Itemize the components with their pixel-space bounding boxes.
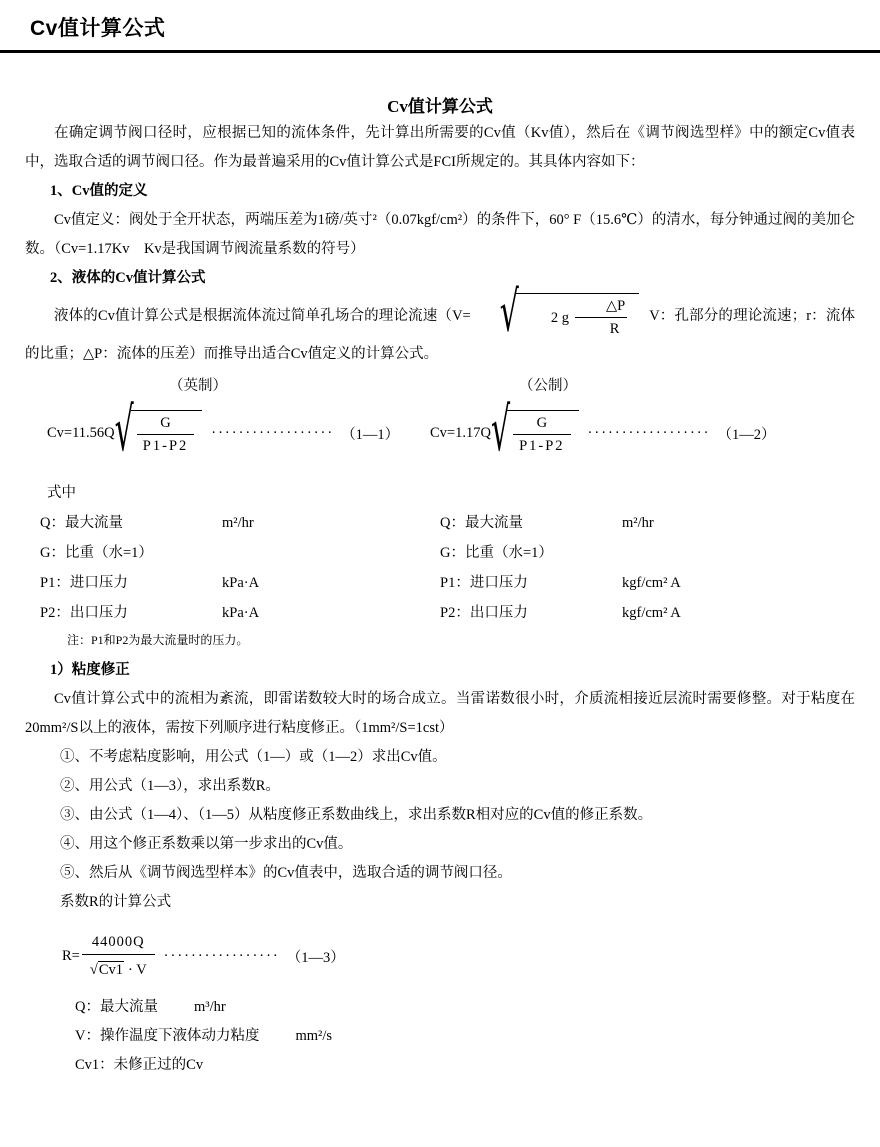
step-item: ④、用这个修正系数乘以第一步求出的Cv值。 (60, 836, 353, 852)
param-unit: kgf/cm² A (622, 575, 681, 591)
param-unit: kPa·A (222, 605, 260, 621)
definition-label: Cv1：未修正过的Cv (75, 1057, 204, 1073)
formula-1-1-number: （1—1） (341, 426, 400, 443)
formula-1-2-number: （1—2） (717, 426, 776, 443)
param-unit: m²/hr (222, 515, 254, 531)
formula-1-3-lhs: R= (62, 947, 80, 964)
velocity-formula (471, 280, 639, 346)
formula-1-3 (25, 927, 855, 985)
formula-1-3-numerator: 44000Q (91, 933, 145, 950)
param-unit: m²/hr (622, 515, 654, 531)
velocity-coefficient: 2 g (550, 309, 569, 326)
formula-1-1-lhs: Cv=11.56Q (47, 424, 115, 441)
section1-paragraph: Cv值定义：阀处于全开状态，两端压差为1磅/英寸²（0.07kgf/cm²）的条件下，60° F（15.6℃）的清水，每分钟通过阀的美加仑数。（Cv=1.17Kv Kv是我国调节阀流量系数的符号） (25, 212, 855, 257)
formula-1-3-sqrt-arg: Cv1 (98, 961, 123, 978)
viscosity-heading: 1）粘度修正 (50, 662, 130, 678)
param-label: G：比重（水=1） (440, 545, 553, 561)
param-label: P2：出口压力 (40, 605, 128, 621)
table-note: 注：P1和P2为最大流量时的压力。 (67, 633, 249, 647)
section2-text-pre: 液体的Cv值计算公式是根据流体流过简单孔场合的理论流速（V= (54, 307, 471, 324)
param-label: Q：最大流量 (440, 515, 523, 531)
section2-paragraph (25, 280, 855, 369)
radical-sign: √ (89, 961, 98, 978)
where-label: 式中 (47, 485, 76, 501)
definition-unit: mm²/s (295, 1028, 333, 1044)
step-item: ⑤、然后从《调节阀选型样本》的Cv值表中，选取合适的调节阀口径。 (60, 865, 512, 881)
formula-1-2 (430, 395, 776, 466)
param-label: Q：最大流量 (40, 515, 123, 531)
definition-label: Q：最大流量 (75, 999, 158, 1015)
param-unit: kPa·A (222, 575, 260, 591)
definition-row (75, 1022, 855, 1051)
step-item: ②、用公式（1—3），求出系数R。 (60, 778, 280, 794)
english-system-label: （英制） (169, 378, 227, 394)
definition-unit: m³/hr (193, 999, 226, 1015)
formula-1-2-numerator: G (536, 414, 548, 431)
document-body (0, 95, 880, 1080)
dot-leader: ·················· (587, 424, 711, 441)
step-item: ③、由公式（1—4）、（1—5）从粘度修正系数曲线上，求出系数R相对应的Cv值的修正系数。 (60, 807, 653, 823)
step-item: ①、不考虑粘度影响，用公式（1—）或（1—2）求出Cv值。 (60, 749, 447, 765)
param-unit (622, 538, 855, 568)
section2-text-post: V：孔部分的理论流速；r：流体的比重；△P：流体的压差）而推导出适合Cv值定义的计算公式。 (25, 307, 855, 362)
radical-sign: √ (499, 280, 519, 346)
param-label: P1：进口压力 (40, 575, 128, 591)
cv-formulas-row (25, 395, 855, 466)
formula-1-2-denominator: P1-P2 (513, 434, 570, 457)
section1-heading: 1、Cv值的定义 (50, 183, 148, 199)
document-header-bar (0, 0, 880, 53)
param-label: P2：出口压力 (440, 605, 528, 621)
metric-system-label: （公制） (519, 378, 577, 394)
param-label: G：比重（水=1） (40, 545, 153, 561)
dot-leader: ················· (163, 947, 280, 964)
formula-1-1-denominator: P1-P2 (137, 434, 194, 457)
dot-leader: ·················· (211, 424, 335, 441)
formula-1-2-lhs: Cv=1.17Q (430, 424, 491, 441)
radical-sign: √ (114, 395, 134, 466)
formula-1-1 (47, 395, 400, 466)
formula-1-1-numerator: G (160, 414, 171, 431)
page-title: Cv值计算公式 (387, 97, 493, 116)
definition-row (75, 993, 855, 1022)
param-unit (222, 538, 440, 568)
formula-1-3-den-rest: · V (128, 961, 147, 978)
param-unit: kgf/cm² A (622, 605, 681, 621)
parameter-table (40, 508, 855, 628)
definition-row (75, 1051, 855, 1080)
formula-1-3-number: （1—3） (286, 949, 345, 966)
r-formula-definitions (25, 993, 855, 1080)
section2-heading: 2、液体的Cv值计算公式 (50, 270, 206, 286)
definition-label: V：操作温度下液体动力粘度 (75, 1028, 260, 1044)
unit-system-labels (25, 373, 855, 399)
velocity-denominator: R (575, 317, 628, 340)
intro-paragraph: 在确定调节阀口径时，应根据已知的流体条件，先计算出所需要的Cv值（Kv值），然后在《调节阀选型样》中的额定Cv值表中，选取合适的调节阀口径。作为最普遍采用的Cv值计算公式是FCI所规定的。其具体内容如下： (25, 125, 855, 170)
viscosity-steps (25, 743, 855, 888)
velocity-numerator: △P (605, 298, 626, 314)
param-label: P1：进口压力 (440, 575, 528, 591)
viscosity-paragraph: Cv值计算公式中的流相为紊流，即雷诺数较大时的场合成立。当雷诺数很小时，介质流相接近层流时需要修整。对于粘度在20mm²/S以上的液体，需按下列顺序进行粘度修正。（1mm²/S=1cst） (25, 691, 855, 736)
r-formula-title: 系数R的计算公式 (60, 894, 172, 910)
formula-1-3-denominator (82, 954, 155, 983)
document-header-title: Cv值计算公式 (30, 17, 166, 40)
radical-sign: √ (490, 395, 511, 466)
